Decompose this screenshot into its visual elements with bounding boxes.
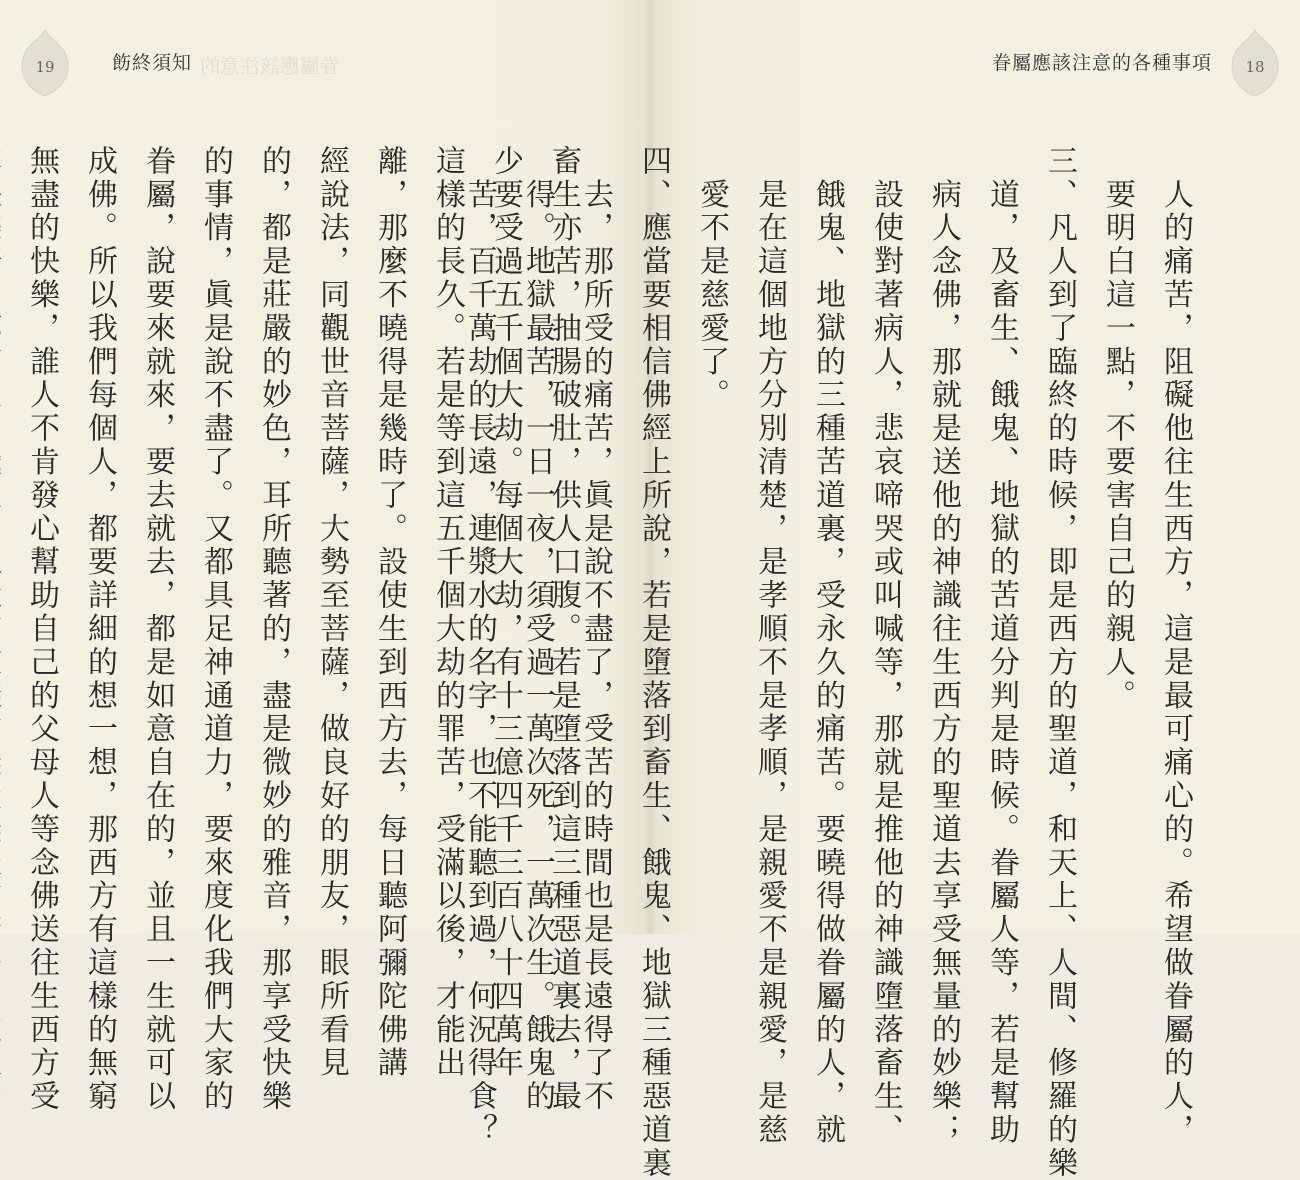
text-column: 經說法，同觀世音菩薩，大勢至菩薩，做良好的朋友，眼所看見: [314, 145, 349, 1081]
text-column: 愛不是慈愛了。: [694, 145, 729, 413]
text-column: 餓鬼、地獄的三種苦道裏，受永久的痛苦。要曉得做眷屬的人，就: [810, 145, 845, 1147]
running-head: 眷屬應該注意的各種事項: [991, 52, 1212, 74]
running-head: 飭終須知: [112, 52, 193, 74]
text-column: 畜生亦苦，抽腸破肚，供人口腹。若是墮落到這三種惡道裏去，最: [546, 145, 581, 1114]
text-column: [0, 145, 12, 905]
text-column: 的，都是莊嚴的妙色，耳所聽著的，盡是微妙的雅音，那享受快樂: [256, 145, 291, 1114]
text-column: 得。地獄最苦，一日一夜，須受過一萬次死，一萬次生。餓鬼的: [520, 145, 555, 1114]
page-number: 19: [35, 58, 55, 76]
text-column: 無盡的快樂，誰人不肯發心幫助自己的父母人等念佛送往生西方受: [24, 145, 59, 1114]
text-column: 道，及畜生、餓鬼、地獄的苦道分判是時候。眷屬人等，若是幫助: [984, 145, 1019, 1147]
text-column: 的事情，眞是說不盡了。又都具足神通道力，要來度化我們大家的: [198, 145, 233, 1114]
text-column: 要明白這一點，不要害自己的親人。: [1100, 145, 1135, 713]
text-column: 離，那麼不曉得是幾時了。設使生到西方去，每日聽阿彌陀佛講: [372, 145, 407, 1081]
right-page-body: [450, 145, 1204, 1180]
text-column: 成佛。所以我們每個人，都要詳細的想一想，那西方有這樣的無窮: [82, 145, 117, 1114]
text-column: 苦，百千萬劫的長遠，連漿水的名字，也不能聽到過，何況得食？: [462, 145, 497, 1147]
text-column: 是在這個地方分別清楚，是孝順不是孝順，是親愛不是親愛，是慈: [752, 145, 787, 1147]
text-column: 眷屬，說要來就來，要去就去，都是如意自在的，並且一生就可以: [140, 145, 175, 1114]
text-column: 三、凡人到了臨終的時候，即是西方的聖道，和天上、人間、修羅的樂: [1042, 145, 1077, 1180]
show-through-text: 眷屬應該注意的: [200, 54, 340, 78]
page-number: 18: [1245, 58, 1265, 76]
text-column: 四、應當要相信佛經上所說，若是墮落到畜生、餓鬼、地獄三種惡道裏: [636, 145, 671, 1180]
text-column: 設使對著病人，悲哀啼哭或叫喊等，那就是推他的神識墮落畜生、: [868, 145, 903, 1147]
text-column: 人的痛苦，阻礙他往生西方，這是最可痛心的。希望做眷屬的人，: [1158, 145, 1193, 1147]
text-column: 少要受過五千個大劫。每個大劫，有十三億四千三百八十四萬年: [488, 145, 523, 1081]
text-column: 去，那所受的痛苦，眞是說不盡了，受苦的時間也是長遠得了不: [578, 145, 613, 1114]
text-column: 這樣的長久。若是等到這五千個大劫的罪苦，受滿以後，才能出: [430, 145, 465, 1081]
text-column: 病人念佛，那就是送他的神識往生西方的聖道去享受無量的妙樂；: [926, 145, 961, 1147]
